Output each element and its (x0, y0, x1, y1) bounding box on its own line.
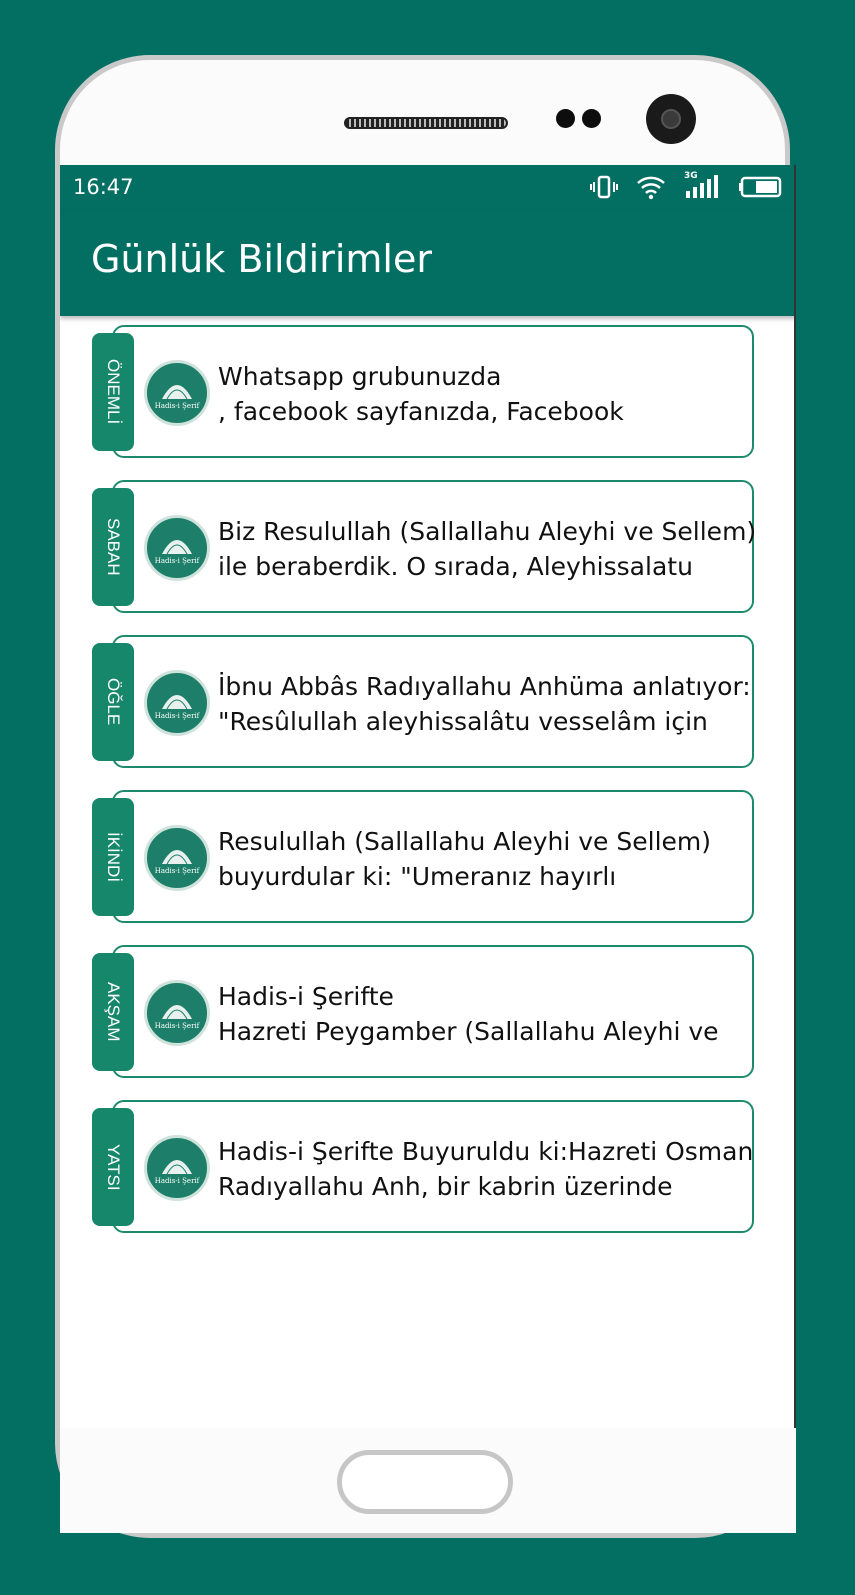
svg-text:Hadis-i Şerif: Hadis-i Şerif (154, 712, 200, 720)
notification-card[interactable] (112, 790, 754, 923)
notification-text: Hadis-i Şerifte Hazreti Peygamber (Sallallahu Aleyhi ve (218, 982, 719, 1046)
app-bar (60, 210, 796, 316)
status-icons (590, 171, 782, 200)
signal-indicator (684, 171, 720, 200)
wifi-icon (636, 174, 666, 200)
hadis-logo-icon (144, 1135, 210, 1201)
svg-text:Hadis-i Şerif: Hadis-i Şerif (154, 1022, 200, 1030)
battery-icon (738, 175, 782, 199)
notification-text: Whatsapp grubunuzda , facebook sayfanızda, Facebook (218, 362, 624, 426)
notification-text: İbnu Abbâs Radıyallahu Anhüma anlatıyor: "Resûlullah aleyhissalâtu vesselâm için (218, 672, 751, 736)
sensor-dot (556, 109, 575, 128)
screen (60, 165, 796, 1428)
category-tag-onemli: ÖNEMLİ (92, 333, 134, 451)
svg-text:Hadis-i Şerif: Hadis-i Şerif (154, 1177, 200, 1185)
signal-icon (684, 174, 720, 200)
hadis-logo-icon (144, 515, 210, 581)
home-button[interactable] (337, 1450, 513, 1514)
network-type: 3G (684, 171, 698, 181)
category-tag-sabah: SABAH (92, 488, 134, 606)
page-title: Günlük Bildirimler (91, 237, 432, 281)
svg-text:Hadis-i Şerif: Hadis-i Şerif (154, 557, 200, 565)
notification-card[interactable] (112, 1100, 754, 1233)
notification-text: Biz Resulullah (Sallallahu Aleyhi ve Sellem) ile beraberdik. O sırada, Aleyhissalatu (218, 517, 757, 581)
hadis-logo-icon (144, 670, 210, 736)
hadis-logo-icon (144, 825, 210, 891)
hadis-logo-icon (144, 980, 210, 1046)
notification-card[interactable] (112, 945, 754, 1078)
earpiece-speaker (344, 117, 508, 129)
hadis-logo-icon (144, 360, 210, 426)
notification-text: Hadis-i Şerifte Buyuruldu ki:Hazreti Osman Radıyallahu Anh, bir kabrin üzerinde (218, 1137, 754, 1201)
category-tag-ogle: ÖĞLE (92, 643, 134, 761)
vibrate-icon (590, 174, 618, 200)
status-bar (60, 165, 796, 210)
sensor-dot (582, 109, 601, 128)
svg-text:Hadis-i Şerif: Hadis-i Şerif (154, 402, 200, 410)
status-time: 16:47 (73, 175, 134, 199)
category-tag-yatsi: YATSI (92, 1108, 134, 1226)
notification-card[interactable] (112, 480, 757, 613)
category-tag-ikindi: İKİNDİ (92, 798, 134, 916)
notification-text: Resulullah (Sallallahu Aleyhi ve Sellem) buyurdular ki: "Umeranız hayırlı (218, 827, 712, 891)
svg-text:Hadis-i Şerif: Hadis-i Şerif (154, 867, 200, 875)
front-camera (646, 94, 696, 144)
category-tag-aksam: AKŞAM (92, 953, 134, 1071)
notification-card[interactable] (112, 635, 754, 768)
notification-card[interactable] (112, 325, 754, 458)
